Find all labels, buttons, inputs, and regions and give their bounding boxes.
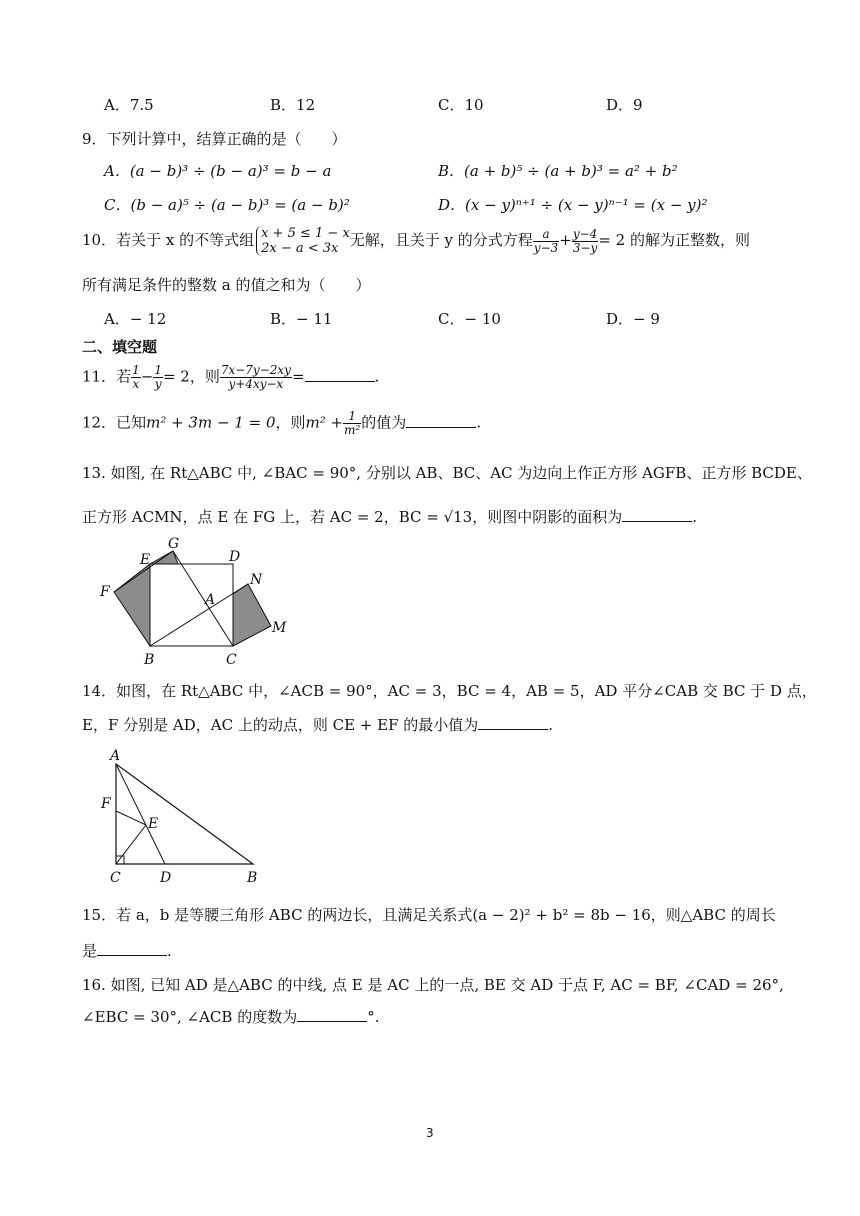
q14-line-ce (116, 825, 146, 864)
q10-f1-num: a (533, 228, 559, 242)
q14-line1: 14．如图，在 Rt△ABC 中，∠ACB = 90°，AC = 3，BC = 4，AB = 5，AD 平分∠CAB 交 BC 于 D 点， (82, 682, 817, 700)
q10-stem-b: 无解，且关于 y 的分式方程 (349, 231, 533, 249)
q14-label-b: B (247, 870, 258, 886)
q10-f2-num: y−4 (572, 226, 598, 241)
q13-label-e: E (140, 552, 151, 568)
q13-answer-blank[interactable] (622, 507, 692, 522)
q11-f1-num: 1 (132, 363, 140, 377)
q12-m2: m² + (305, 413, 344, 432)
q10-option-c: C．− 10 (438, 310, 501, 328)
q15-line2b: . (167, 942, 172, 960)
q11-line (82, 364, 379, 391)
q8-option-d: D．9 (606, 96, 643, 114)
q11-d: . (374, 367, 380, 386)
q16-line2b: °. (367, 1008, 380, 1026)
q11-c: = (291, 367, 305, 386)
q10-f2-den: 3−y (572, 240, 598, 255)
q11-f1-den: x (132, 377, 140, 391)
q14-line2a: E，F 分别是 AD，AC 上的动点，则 CE + EF 的最小值为 (82, 716, 479, 734)
q13-label-b: B (144, 652, 155, 668)
q14-line-fe (116, 811, 146, 825)
q9-option-b: B．(a + b)⁵ ÷ (a + b)³ = a² + b² (438, 162, 678, 180)
q8-option-c: C．10 (438, 96, 484, 114)
q13-label-n: N (250, 572, 263, 588)
q12-fraction (343, 410, 361, 437)
q10-fraction-2 (572, 228, 598, 255)
q16-line1: 16. 如图, 已知 AD 是△ABC 的中线, 点 E 是 AC 上的一点, BE 交 AD 于点 F, AC = BF, ∠CAD = 26°, (82, 976, 784, 994)
q10-line1 (82, 226, 750, 256)
q11-b: = 2，则 (162, 367, 220, 386)
q13-shade-left (114, 564, 150, 646)
q9-stem: 9．下列计算中，结算正确的是（ ） (82, 130, 347, 148)
section-title: 二、填空题 (82, 338, 158, 356)
q13-line2 (82, 506, 697, 527)
q10-stem-c: = 2 的解为正整数，则 (598, 231, 750, 249)
q14-line2 (82, 714, 553, 735)
q12-eq: m² + 3m − 1 = 0 (146, 413, 276, 432)
page-number: 3 (426, 1126, 434, 1140)
q16-line2a: ∠EBC = 30°, ∠ACB 的度数为 (82, 1008, 298, 1026)
q14-answer-blank[interactable] (478, 715, 548, 730)
q14-label-e: E (148, 816, 159, 832)
q13-label-m: M (272, 620, 287, 636)
q11-minus: − (140, 367, 154, 386)
q12-a: 12．已知 (82, 413, 147, 432)
q15-line2a: 是 (82, 942, 98, 960)
q13-line-gc (173, 551, 233, 646)
q10-sys-1: x + 5 ≤ 1 − x (261, 226, 350, 241)
q10-option-b: B．− 11 (270, 310, 333, 328)
q9-option-a: A．(a − b)³ ÷ (b − a)³ = b − a (104, 162, 332, 180)
q10-inequality-system (256, 226, 350, 256)
q11-answer-blank[interactable] (305, 367, 375, 382)
q12-d: . (476, 413, 482, 432)
q16-answer-blank[interactable] (297, 1007, 367, 1022)
q13-line1: 13. 如图, 在 Rt△ABC 中, ∠BAC = 90°, 分别以 AB、BC、AC 为边向上作正方形 AGFB、正方形 BCDE、 (82, 464, 812, 482)
q10-option-d: D．− 9 (606, 310, 660, 328)
q13-label-g: G (168, 536, 180, 552)
q12-c: 的值为 (361, 413, 407, 432)
q9-option-d: D．(x − y)ⁿ⁺¹ ÷ (x − y)ⁿ⁻¹ = (x − y)² (438, 196, 708, 214)
q14-label-d: D (160, 870, 172, 886)
q13-line2a: 正方形 ACMN，点 E 在 FG 上，若 AC = 2，BC = √13，则图中阴影的面积为 (82, 508, 623, 526)
q13-label-d: D (229, 549, 241, 565)
q10-line2: 所有满足条件的整数 a 的值之和为（ ） (82, 276, 371, 294)
q15-line2 (82, 940, 172, 961)
q10-sys-2: 2x − a < 3x (261, 241, 339, 256)
q15-answer-blank[interactable] (97, 941, 167, 956)
q8-option-a: A．7.5 (104, 96, 154, 114)
q12-f-den: m² (344, 423, 361, 437)
q11-f3-den: y+4xy−x (228, 377, 284, 391)
q13-label-c: C (226, 652, 237, 668)
q12-b: ，则 (275, 413, 306, 432)
q10-plus: + (559, 231, 572, 249)
q12-answer-blank[interactable] (406, 413, 476, 428)
q15-line1: 15．若 a，b 是等腰三角形 ABC 的两边长，且满足关系式(a − 2)² + b² = 8b − 16，则△ABC 的周长 (82, 906, 776, 924)
q14-label-f: F (101, 796, 111, 812)
q13-line2b: . (692, 508, 698, 526)
q11-fraction-3 (220, 364, 292, 391)
q14-line2b: . (548, 716, 554, 734)
q12-f-num: 1 (343, 410, 361, 424)
q13-label-a: A (205, 592, 216, 608)
q11-f2-den: y (154, 377, 162, 391)
q14-label-a: A (110, 748, 121, 764)
q11-f2-num: 1 (154, 363, 162, 377)
q10-f1-den: y−3 (533, 240, 559, 255)
q9-option-c: C．(b − a)⁵ ÷ (a − b)³ = (a − b)² (104, 196, 350, 214)
q14-label-c: C (110, 870, 121, 886)
q12-line (82, 410, 481, 437)
q16-line2 (82, 1006, 379, 1027)
q11-a: 11．若 (82, 367, 132, 386)
q8-option-b: B．12 (270, 96, 316, 114)
q11-fraction-2 (153, 364, 163, 391)
q14-triangle (116, 764, 253, 864)
q10-fraction-1 (533, 228, 559, 255)
q13-label-f: F (100, 584, 110, 600)
q10-stem-a: 10．若关于 x 的不等式组 (82, 231, 255, 249)
q11-f3-num: 7x−7y−2xy (220, 363, 291, 377)
q11-fraction-1 (131, 364, 141, 391)
q14-figure (96, 744, 276, 890)
q13-square-bcde (150, 564, 233, 646)
q10-option-a: A．− 12 (104, 310, 167, 328)
q13-figure (96, 534, 296, 670)
q13-shade-right (233, 584, 271, 646)
